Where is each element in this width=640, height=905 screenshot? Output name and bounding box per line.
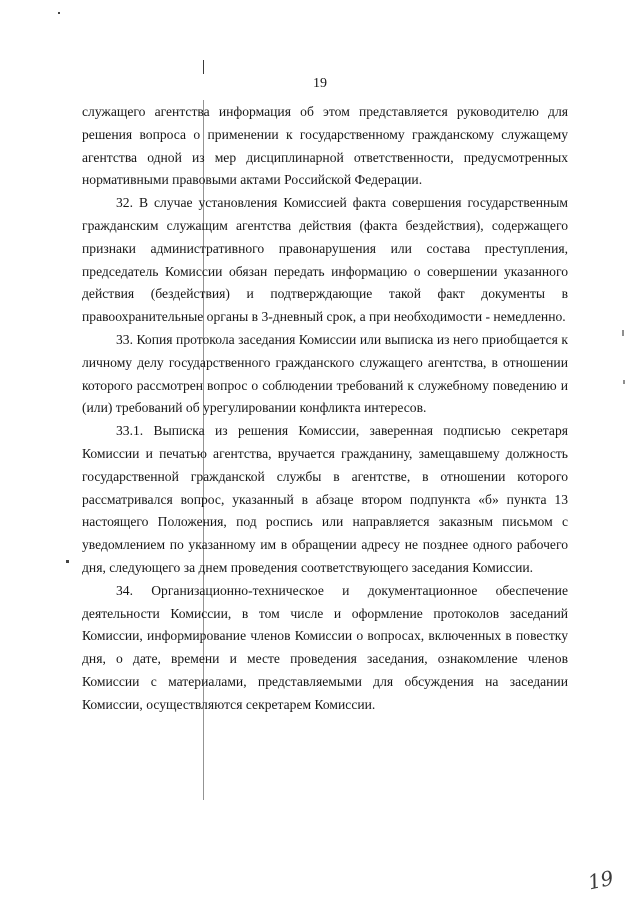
paragraph-continuation: служащего агентства информация об этом представляется руководителю для решения вопроса о применении к государственному гражданскому служащему агентства одной из мер дисциплинарной ответственности, предусмотренных нормативными правовыми актами Российской Федерации.	[82, 104, 568, 188]
scan-line	[203, 60, 204, 74]
document-body	[82, 101, 568, 717]
paragraph-33: 33. Копия протокола заседания Комиссии или выписка из него приобщается к личному делу государственного гражданского служащего агентства, в отношении которого рассмотрен вопрос о соблюдении требований к служебному поведению и (или) требований об урегулировании конфликта интересов.	[82, 331, 568, 416]
scan-dot	[58, 12, 60, 14]
paragraph-33-1: 33.1. Выписка из решения Комиссии, заверенная подписью секретаря Комиссии и печатью агентства, вручается гражданину, замещавшему должность государственной гражданской службы в агентстве, в отношении которого рассматривался вопрос, указанный в абзаце втором подпункта «б» пункта 13 настоящего Положения, под роспись или направляется заказным письмом с уведомлением по указанному им в обращении адресу не позднее одного рабочего дня, следующего за днем проведения соответствующего заседания Комиссии.	[82, 423, 568, 575]
scan-dot	[623, 380, 625, 384]
scan-dot	[622, 330, 624, 336]
page-number: 19	[313, 76, 327, 91]
scan-dot	[66, 560, 69, 563]
paragraph-32: 32. В случае установления Комиссией факта совершения государственным гражданским служащим агентства действия (факта бездействия), содержащего признаки административного правонарушения или состава преступления, председатель Комиссии обязан передать информацию о совершении указанного действия (бездействия) и подтверждающие такой факт документы в правоохранительные органы в 3-дневный срок, а при необходимости - немедленно.	[82, 195, 568, 325]
handwritten-page-number: 19	[585, 865, 616, 895]
paragraph-34: 34. Организационно-техническое и документационное обеспечение деятельности Комиссии, в том числе и оформление протоколов заседаний Комиссии, информирование членов Комиссии о вопросах, включенных в повестку дня, о дате, времени и месте проведения заседания, ознакомление членов Комиссии с материалами, представляемыми для обсуждения на заседании Комиссии, осуществляются секретарем Комиссии.	[82, 582, 568, 712]
